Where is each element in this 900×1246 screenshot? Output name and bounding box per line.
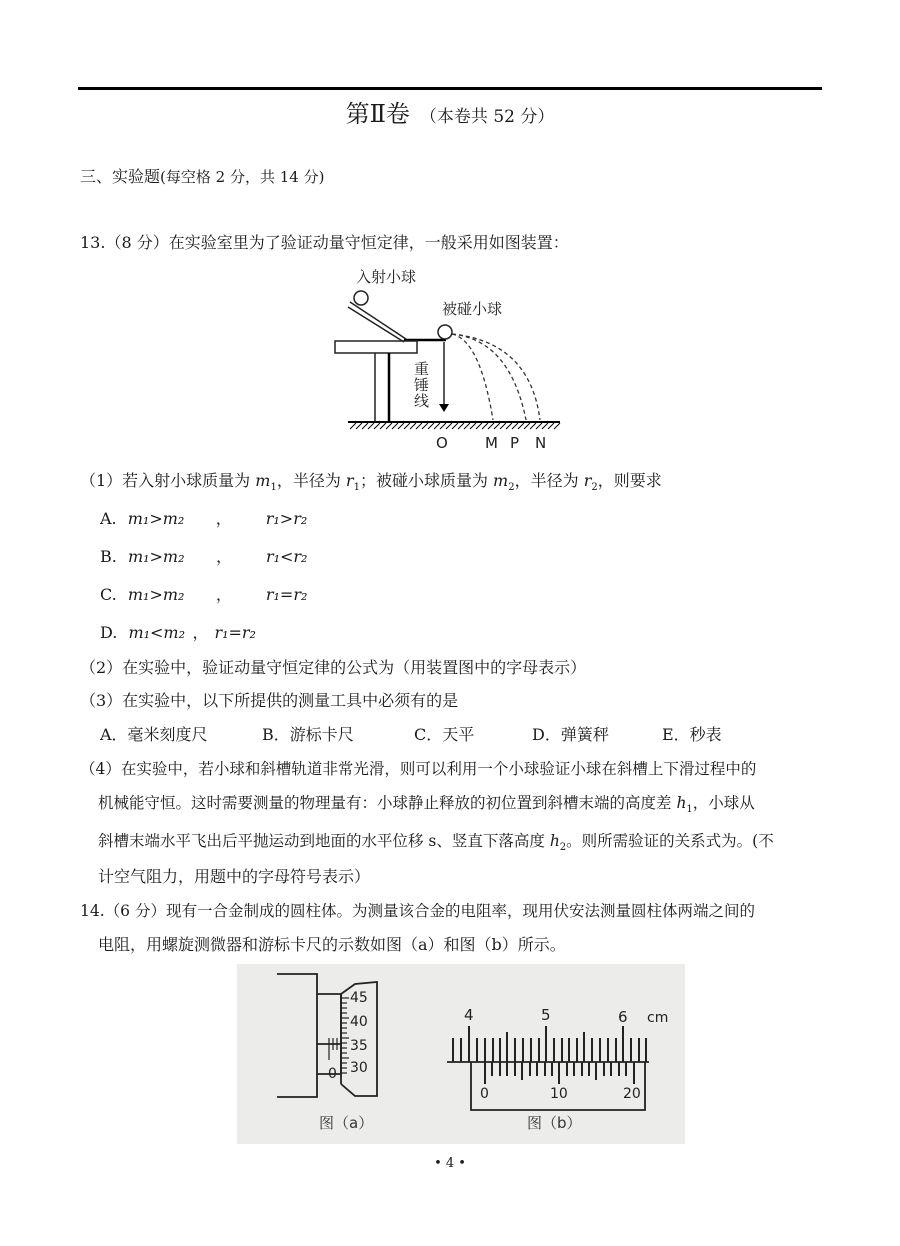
point-o: O	[436, 434, 448, 452]
q13-stem: 13.（8 分）在实验室里为了验证动量守恒定律，一般采用如图装置：	[80, 233, 569, 252]
thimble-tick-45: 45	[350, 990, 368, 1006]
part1-text: （1）若入射小球质量为	[80, 471, 256, 490]
option-mass: m₁<m₂	[128, 623, 186, 642]
q13-options3	[100, 724, 722, 746]
sub-2: 2	[559, 842, 567, 854]
section-title: 三、实验题	[80, 167, 161, 186]
part1-text: ，则要求	[597, 471, 662, 490]
main-tick-6: 6	[618, 1008, 628, 1026]
main-tick-4: 4	[464, 1006, 474, 1024]
option-radius: r₁>r₂	[265, 509, 308, 528]
part4-text: ，小球从	[692, 794, 755, 812]
header-rule	[78, 87, 822, 90]
option-mass: m₁>m₂	[127, 509, 185, 528]
label-target-ball: 被碰小球	[442, 300, 503, 318]
option-1b	[100, 546, 307, 568]
option-sep: ，	[192, 623, 209, 642]
q13-part2: （2）在实验中，验证动量守恒定律的公式为（用装置图中的字母表示）	[80, 658, 587, 677]
ground-hatch	[350, 423, 560, 429]
var-r1: r	[345, 471, 354, 490]
option-letter: C.	[100, 585, 117, 604]
var-h1: h	[676, 794, 687, 812]
option-3a: A．毫米刻度尺	[100, 725, 208, 744]
option-3d: D．弹簧秤	[532, 725, 609, 744]
incline-top	[350, 302, 406, 339]
instrument-svg	[237, 964, 685, 1144]
instrument-figure	[237, 964, 685, 1144]
point-n: N	[535, 434, 547, 452]
vernier-tick-0: 0	[480, 1086, 489, 1102]
part4-text: 斜槽末端水平飞出后平抛运动到地面的水平位移 s、竖直下落高度	[98, 832, 550, 850]
q13-part4-line2	[98, 792, 755, 821]
option-3e: E．秒表	[662, 725, 722, 744]
q13-part1	[80, 470, 662, 499]
q13-part4-line1: （4）在实验中，若小球和斜槽轨道非常光滑，则可以利用一个小球验证小球在斜槽上下滑过程中的	[80, 760, 757, 778]
option-sep: ，	[215, 585, 232, 604]
var-h2: h	[549, 832, 560, 850]
collision-apparatus-figure	[330, 262, 570, 454]
caption-a: 图（a）	[319, 1114, 374, 1132]
q13-part4-line3	[98, 830, 774, 859]
part1-text: ，半径为	[276, 471, 346, 490]
caliper-main-ticks	[453, 1026, 646, 1062]
var-r2: r	[583, 471, 592, 490]
var-m2: m	[493, 471, 509, 490]
option-radius: r₁=r₂	[265, 585, 308, 604]
sub-2: 2	[591, 482, 598, 494]
trajectory-n	[452, 334, 540, 420]
sleeve-zero: 0	[328, 1066, 337, 1082]
thimble-tick-35: 35	[350, 1038, 368, 1054]
label-incident-ball: 入射小球	[356, 268, 417, 286]
option-1a	[100, 508, 307, 530]
part4-text: 。则所需验证的关系式为。(不	[566, 832, 774, 850]
var-m1: m	[255, 471, 271, 490]
page-title	[0, 94, 900, 129]
option-radius: r₁=r₂	[214, 623, 256, 642]
volume-title: 第Ⅱ卷	[345, 100, 410, 128]
option-letter: D.	[100, 623, 118, 642]
sub-2: 2	[508, 482, 515, 494]
option-letter: A.	[100, 509, 117, 528]
part1-text: ；被碰小球质量为	[359, 471, 494, 490]
q13-part4-line4: 计空气阻力，用题中的字母符号表示）	[98, 867, 371, 886]
option-sep: ，	[215, 509, 232, 528]
vernier-tick-10: 10	[550, 1086, 568, 1102]
sub-1: 1	[686, 804, 693, 816]
plumb-bob	[439, 404, 449, 412]
option-3c: C．天平	[414, 725, 475, 744]
label-plumb-3: 线	[414, 392, 430, 410]
part1-text: ，半径为	[514, 471, 584, 490]
sub-1: 1	[270, 482, 277, 494]
label-plumb-2: 锤	[414, 376, 430, 394]
point-p: P	[510, 434, 520, 452]
thimble-tick-30: 30	[350, 1060, 368, 1076]
section-note: (每空格 2 分，共 14 分)	[160, 168, 325, 186]
volume-score: （本卷共 52 分）	[419, 107, 555, 127]
unit-cm: cm	[647, 1010, 669, 1026]
main-tick-5: 5	[541, 1006, 551, 1024]
incident-ball	[354, 291, 368, 305]
part4-text: 机械能守恒。这时需要测量的物理量有：小球静止释放的初位置到斜槽末端的高度差	[98, 794, 677, 812]
option-mass: m₁>m₂	[127, 547, 185, 566]
option-1d	[100, 622, 256, 644]
label-plumb-1: 重	[414, 360, 430, 378]
option-sep: ，	[215, 547, 232, 566]
thimble-tick-40: 40	[350, 1014, 368, 1030]
sub-1: 1	[353, 482, 360, 494]
caption-b: 图（b）	[527, 1114, 582, 1132]
q14-line2: 电阻，用螺旋测微器和游标卡尺的示数如图（a）和图（b）所示。	[98, 935, 566, 954]
table-top	[335, 341, 417, 353]
caliper-vernier-ticks	[485, 1062, 634, 1084]
trajectory-p	[452, 334, 526, 420]
incline-bottom	[348, 307, 404, 342]
section-heading	[80, 166, 324, 188]
q13-part3: （3）在实验中，以下所提供的测量工具中必须有的是	[80, 691, 459, 710]
option-mass: m₁>m₂	[127, 585, 185, 604]
option-radius: r₁<r₂	[265, 547, 308, 566]
option-3b: B．游标卡尺	[262, 725, 354, 744]
page-number: • 4 •	[434, 1156, 466, 1171]
target-ball	[438, 325, 452, 339]
option-letter: B.	[100, 547, 117, 566]
micrometer-thimble-ticks	[329, 998, 349, 1073]
q14-line1: 14.（6 分）现有一合金制成的圆柱体。为测量该合金的电阻率，现用伏安法测量圆柱体两端之间的	[80, 902, 755, 920]
vernier-tick-20: 20	[623, 1086, 641, 1102]
point-m: M	[485, 434, 498, 452]
option-1c	[100, 584, 307, 606]
